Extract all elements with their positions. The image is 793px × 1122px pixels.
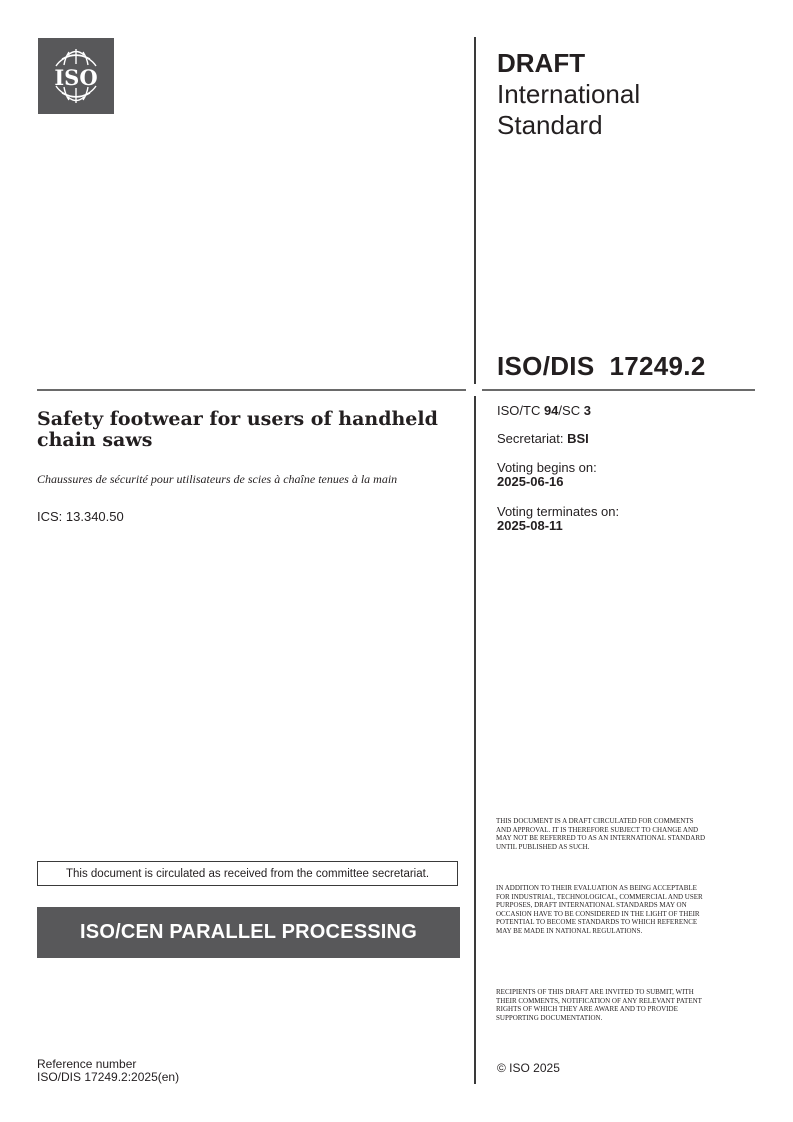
document-title-french: Chaussures de sécurité pour utilisateurs de scies à chaîne tenues à la main	[37, 472, 398, 486]
draft-heading	[497, 48, 640, 141]
vertical-divider-top	[474, 37, 476, 384]
voting-terminates	[497, 505, 619, 533]
ics-code: ICS: 13.340.50	[37, 509, 124, 524]
svg-text:ISO: ISO	[54, 65, 98, 90]
voting-begins-date: 2025-06-16	[497, 474, 564, 489]
document-title-english: Safety footwear for users of handheld chain saws	[37, 408, 438, 451]
copyright: © ISO 2025	[497, 1061, 560, 1075]
horizontal-divider-right	[482, 389, 755, 391]
draft-label: DRAFT	[497, 48, 586, 78]
disclaimer-paragraph-2: IN ADDITION TO THEIR EVALUATION AS BEING ACCEPTABLE FOR INDUSTRIAL, TECHNOLOGICAL, COMMERCIAL AND USER PURPOSES, DRAFT INTERNATIONAL STANDARDS MAY ON OCCASION HAVE TO BE CONSIDERED IN THE LIGHT OF THEIR POTENTIAL TO BECOME STANDARDS TO WHICH REFERENCE MAY BE MADE IN NATIONAL REGULATIONS.	[496, 884, 703, 935]
voting-begins	[497, 461, 597, 489]
voting-terminates-label: Voting terminates on:	[497, 504, 620, 519]
international-label: International	[497, 79, 641, 109]
disclaimer-paragraph-3: RECIPIENTS OF THIS DRAFT ARE INVITED TO SUBMIT, WITH THEIR COMMENTS, NOTIFICATION OF ANY RELEVANT PATENT RIGHTS OF WHICH THEY ARE AWARE AND TO PROVIDE SUPPORTING DOCUMENTATION.	[496, 988, 702, 1022]
committee-info: ISO/TC 94/SC 3	[497, 403, 591, 418]
iso-globe-icon	[38, 38, 114, 114]
reference-value: ISO/DIS 17249.2:2025(en)	[37, 1070, 180, 1084]
circulation-notice: This document is circulated as received from the committee secretariat.	[37, 861, 458, 886]
iso-logo	[38, 38, 114, 114]
document-number: ISO/DIS 17249.2	[497, 351, 706, 381]
vertical-divider-bottom	[474, 396, 476, 1084]
voting-terminates-date: 2025-08-11	[497, 518, 563, 533]
secretariat-info: Secretariat: BSI	[497, 431, 589, 446]
parallel-processing-banner: ISO/CEN PARALLEL PROCESSING	[37, 907, 460, 958]
voting-begins-label: Voting begins on:	[497, 460, 597, 475]
reference-number	[37, 1058, 179, 1084]
disclaimer-paragraph-1: THIS DOCUMENT IS A DRAFT CIRCULATED FOR COMMENTS AND APPROVAL. IT IS THEREFORE SUBJECT TO CHANGE AND MAY NOT BE REFERRED TO AS AN INTERNATIONAL STANDARD UNTIL PUBLISHED AS SUCH.	[496, 817, 706, 851]
reference-label: Reference number	[37, 1057, 137, 1071]
horizontal-divider-left	[37, 389, 466, 391]
standard-label: Standard	[497, 110, 603, 140]
